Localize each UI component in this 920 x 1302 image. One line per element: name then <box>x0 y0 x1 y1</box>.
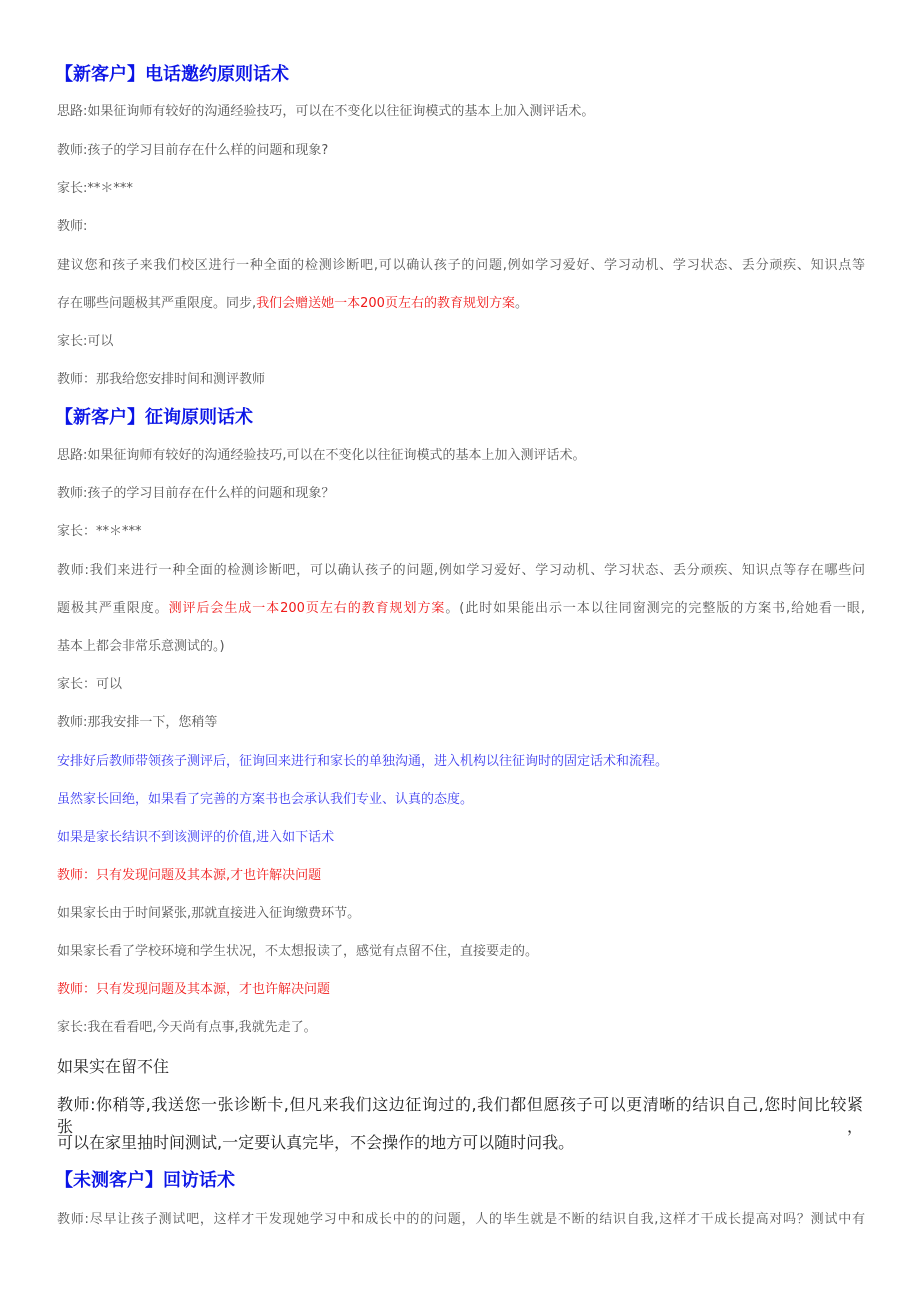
text-segment: 教师:孩子的学习目前存在什么样的问题和现象? <box>57 143 329 158</box>
paragraph-line <box>57 522 142 542</box>
paragraph-line <box>57 637 225 657</box>
paragraph-line <box>57 904 360 924</box>
paragraph-line <box>57 370 265 390</box>
text-segment: 【新客户】征询原则话术 <box>55 407 253 428</box>
text-segment: 教师：那我给您安排时间和测评教师 <box>57 372 266 387</box>
section-heading <box>55 406 253 430</box>
text-segment: 如果是家长结识不到该测评的价值,进入如下话术 <box>57 830 335 845</box>
paragraph-line <box>57 102 594 122</box>
paragraph-line <box>57 790 473 810</box>
text-segment: 教师: <box>57 219 88 234</box>
text-segment: 教师:我们来进行一种全面的检测诊断吧，可以确认孩子的问题,例如学习爱好、学习动机、学习状态、丢分顽疾、知识点等存在哪些问 <box>57 563 865 578</box>
text-segment: 题极其严重限度。 <box>57 601 169 616</box>
text-segment: 建议您和孩子来我们校区进行一种全面的检测诊断吧,可以确认孩子的问题,例如学习爱好、学习动机、学习状态、丢分顽疾、知识点等 <box>57 258 865 273</box>
section-heading <box>55 1169 235 1193</box>
paragraph-line <box>57 1018 317 1038</box>
text-segment: 。(此时如果能出示一本以往同窗测完的完整版的方案书,给她看一眼, <box>445 601 865 616</box>
text-segment: 。 <box>514 296 528 311</box>
paragraph-line <box>57 1210 865 1230</box>
paragraph-line <box>57 599 865 619</box>
paragraph-line <box>57 294 528 314</box>
paragraph-line <box>57 484 334 504</box>
text-segment: 家长：**＊*** <box>57 524 142 539</box>
paragraph-line <box>57 217 87 237</box>
text-segment: 如果家长由于时间紧张,那就直接进入征询缴费环节。 <box>57 906 361 921</box>
paragraph-line <box>57 980 330 1000</box>
text-segment: 【未测客户】回访话术 <box>55 1170 235 1191</box>
text-segment: 家长:可以 <box>57 334 114 349</box>
highlight-text: 教师：只有发现问题及其本源，才也许解决问题 <box>57 982 331 997</box>
text-segment: 如果实在留不住 <box>57 1057 170 1076</box>
paragraph-line <box>57 332 113 352</box>
paragraph-line <box>57 256 865 276</box>
highlight-text: 教师：只有发现问题及其本源,才也许解决问题 <box>57 868 322 883</box>
paragraph-line <box>57 1094 863 1136</box>
paragraph-line <box>57 1132 574 1154</box>
paragraph-line <box>57 828 334 848</box>
text-segment: 教师:那我安排一下，您稍等 <box>57 715 218 730</box>
text-segment: 思路:如果征询师有较好的沟通经验技巧，可以在不变化以往征询模式的基本上加入测评话术。 <box>57 104 595 119</box>
paragraph-line <box>57 1056 169 1078</box>
text-segment: 家长：可以 <box>57 677 123 692</box>
text-segment: 虽然家长回绝，如果看了完善的方案书也会承认我们专业、认真的态度。 <box>57 792 474 807</box>
text-segment: 家长:我在看看吧,今天尚有点事,我就先走了。 <box>57 1020 317 1035</box>
text-segment: 【新客户】电话邀约原则话术 <box>55 64 289 85</box>
paragraph-line <box>57 141 328 161</box>
paragraph-line <box>57 675 122 695</box>
text-segment: 基本上都会非常乐意测试的。) <box>57 639 225 654</box>
text-segment: 存在哪些问题极其严重限度。同步, <box>57 296 257 311</box>
paragraph-line <box>57 752 668 772</box>
text-segment: 教师:孩子的学习目前存在什么样的问题和现象？ <box>57 486 335 501</box>
section-heading <box>55 63 289 87</box>
text-segment: 教师:你稍等,我送您一张诊断卡,但凡来我们这边征询过的,我们都但愿孩子可以更清晰的结识自己,您时间比较紧张， <box>57 1095 863 1136</box>
paragraph-line <box>57 942 538 962</box>
paragraph-line <box>57 179 133 199</box>
text-segment: 教师:尽早让孩子测试吧，这样才干发现她学习中和成长中的的问题，人的毕生就是不断的结识自我,这样才干成长提高对吗？测试中有 <box>57 1212 865 1227</box>
paragraph-line <box>57 561 865 581</box>
text-segment: 思路:如果征询师有较好的沟通经验技巧,可以在不变化以往征询模式的基本上加入测评话术。 <box>57 448 586 463</box>
text-segment: 可以在家里抽时间测试,一定要认真完毕，不会操作的地方可以随时问我。 <box>57 1133 575 1152</box>
text-segment: 安排好后教师带领孩子测评后，征询回来进行和家长的单独沟通，进入机构以往征询时的固定话术和流程。 <box>57 754 669 769</box>
paragraph-line <box>57 866 321 886</box>
highlight-text: 测评后会生成一本200页左右的教育规划方案 <box>168 601 446 616</box>
text-segment: 家长:**＊*** <box>57 181 133 196</box>
highlight-text: 我们会赠送她一本200页左右的教育规划方案 <box>256 296 515 311</box>
text-segment: 如果家长看了学校环境和学生状况，不太想报读了，感觉有点留不住，直接要走的。 <box>57 944 539 959</box>
paragraph-line <box>57 713 217 733</box>
paragraph-line <box>57 446 586 466</box>
